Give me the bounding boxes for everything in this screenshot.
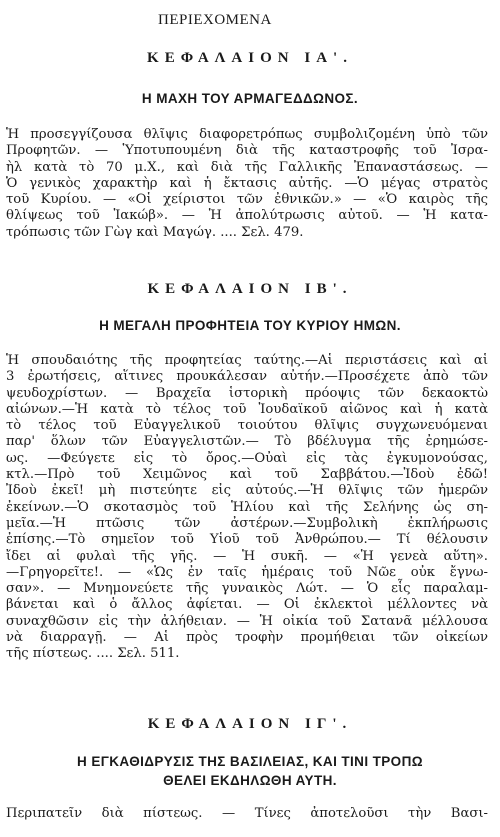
summary-line: τὸ τέλος τοῦ Εὐαγγελικοῦ τοιούτου θλῖψις συγχωνευόμεναι: [6, 418, 488, 434]
chapter-subtitle: Η ΜΕΓΑΛΗ ΠΡΟΦΗΤΕΙΑ ΤΟΥ ΚΥΡΙΟΥ ΗΜΩΝ.: [99, 318, 401, 333]
summary-line: —Γρηγορεῖτε!. — «Ὡς ἐν ταῖς ἡμέραις τοῦ Νῶε οὐκ ἔγνω-: [6, 564, 488, 580]
summary-line: κτλ.—Πρὸ τοῦ Χειμῶνος καὶ τοῦ Σαββάτου.—Ἰδοὺ ἐδῶ!: [6, 467, 488, 483]
summary-line: ψευδοχρίστων. — Βραχεῖα ἱστορικὴ πρόοψις τῶν δεκαοκτὼ: [6, 385, 488, 401]
summary-line: ἐπίσης.—Τὸ σημεῖον τοῦ Υἱοῦ τοῦ Ἀνθρώπου.— Τί θέλουσιν: [6, 532, 488, 548]
summary-line: Προφητῶν. — Ὑποτυπουμένη διὰ τῆς καταστροφῆς τοῦ Ἰσρα-: [6, 143, 488, 159]
summary-line: τρόπωσις τῶν Γὼγ καὶ Μαγώγ. .... Σελ. 479.: [6, 224, 304, 240]
chapter-subtitle-line: Η ΕΓΚΑΘΙΔΡΥΣΙΣ ΤΗΣ ΒΑΣΙΛΕΙΑΣ, ΚΑΙ ΤΙΝΙ ΤΡΟΠΩ: [77, 754, 423, 769]
summary-line: νὰ διαρραγῇ. — Αἱ πρὸς τροφὴν προμήθειαι τῶν οἰκείων: [6, 630, 488, 646]
summary-line: 3 ἐρωτήσεις, αἵτινες προυκάλεσαν αὐτήν.—Προσέχετε ἀπὸ τῶν: [6, 369, 488, 385]
summary-line: Ἡ σπουδαιότης τῆς προφητείας ταύτης.—Αἱ περιστάσεις καὶ αἱ: [6, 353, 488, 368]
summary-line: Ἡ προσεγγίζουσα θλῖψις διαφορετρόπως συμβολιζομένη ὑπὸ τῶν: [6, 127, 488, 142]
summary-line: σαν». — Μνημονεύετε τῆς γυναικὸς Λώτ. — Ὁ εἷς παραλαμ-: [6, 581, 488, 597]
chapter-heading: ΚΕΦΑΛΑΙΟΝ ΙΒ'.: [147, 281, 353, 297]
chapter-summary: [6, 127, 488, 241]
page-title: ΠΕΡΙΕΧΟΜΕΝΑ: [158, 12, 272, 28]
chapter-summary: [6, 806, 488, 822]
summary-line: ἐκείνων.—Ὁ σκοτασμὸς τοῦ Ἡλίου καὶ τῆς Σελήνης ὡς ση-: [6, 499, 488, 515]
summary-line: συναχθῶσιν εἰς τὴν ἀλήθειαν. — Ἡ οἰκία τοῦ Σατανᾶ μέλλουσα: [6, 613, 488, 629]
summary-line: τοῦ Κυρίου. — «Οἱ χείριστοι τῶν ἐθνικῶν.» — «Ὁ καιρὸς τῆς: [6, 192, 488, 208]
chapter-heading: ΚΕΦΑΛΑΙΟΝ ΙΑ'.: [147, 50, 353, 66]
summary-line: ὴλ κατὰ τὸ 70 μ.Χ., καὶ διὰ τῆς Γαλλικῆς Ἐπαναστάσεως. —: [6, 159, 488, 175]
chapter-heading: ΚΕΦΑΛΑΙΟΝ ΙΓ'.: [147, 716, 353, 732]
summary-line: ἴδει αἱ φυλαὶ τῆς γῆς. — Ἡ συκῆ. — «Ἡ γενεὰ αὕτη».: [6, 548, 488, 564]
summary-line: θλίψεως τοῦ Ἰακώβ». — Ἡ ἀπολύτρωσις αὐτοῦ. — Ἡ κατα-: [6, 208, 488, 224]
summary-line: ως. —Φεύγετε εἰς τὸ ὄρος.—Οὐαὶ εἰς τὰς ἐγκυμονούσας,: [6, 450, 488, 466]
summary-line: αἰώνων.—Ἡ κατὰ τὸ τέλος τοῦ Ἰουδαϊκοῦ αἰῶνος καὶ ἡ κατὰ: [6, 401, 488, 417]
summary-line: Ἰδοὺ ἐκεῖ! μὴ πιστεύητε εἰς αὐτούς.—Ἡ θλῖψις τῶν ἡμερῶν: [6, 483, 488, 499]
summary-line: βάνεται καὶ ὁ ἄλλος ἀφίεται. — Οἱ ἐκλεκτοὶ μέλλοντες νὰ: [6, 597, 488, 613]
chapter-summary: [6, 353, 488, 663]
chapter-subtitle-line: ΘΕΛΕΙ ΕΚΔΗΛΩΘΗ ΑΥΤΗ.: [163, 773, 337, 788]
summary-line: παρ' ὅλων τῶν Εὐαγγελιστῶν.— Τὸ βδέλυγμα τῆς ἐρημώσε-: [6, 434, 488, 450]
summary-line: Περιπατεῖν διὰ πίστεως. — Τίνες ἀποτελοῦσι τὴν Βασι-: [6, 806, 488, 821]
summary-line: τῆς πίστεως. .... Σελ. 511.: [6, 646, 180, 662]
chapter-subtitle: [0, 752, 500, 790]
summary-line: μεῖα.—Ἡ πτῶσις τῶν ἀστέρων.—Συμβολικὴ ἐκπλήρωσις: [6, 515, 488, 531]
chapter-subtitle: Η ΜΑΧΗ ΤΟΥ ΑΡΜΑΓΕΔΔΩΝΟΣ.: [141, 91, 359, 106]
summary-line: Ὁ γενικὸς χαρακτὴρ καὶ ἡ ἔκτασις αὐτῆς. —Ὁ μέγας στρατὸς: [6, 175, 488, 191]
